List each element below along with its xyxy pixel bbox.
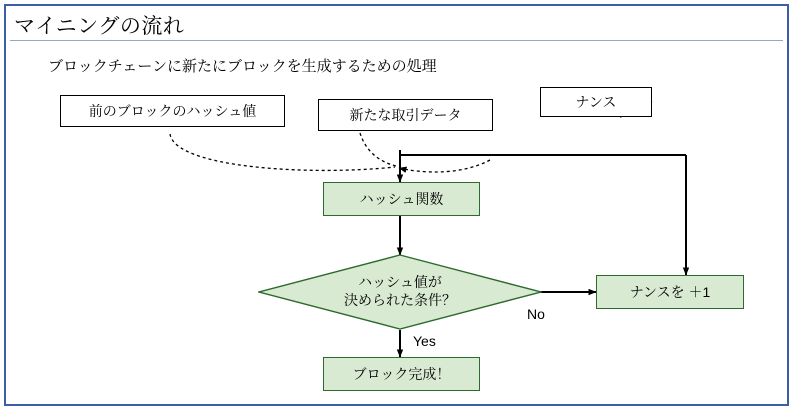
node-prev-block-hash-label: 前のブロックのハッシュ値	[88, 103, 257, 119]
node-decision-label-line1: ハッシュ値が	[358, 274, 442, 290]
node-new-transaction-data[interactable]	[318, 99, 493, 131]
edge-label-yes: Yes	[413, 333, 436, 349]
node-nonce-increment-label: ナンスを ＋1	[629, 284, 711, 300]
node-nonce-label: ナンス	[575, 94, 617, 110]
node-hash-function-label: ハッシュ関数	[359, 191, 444, 207]
node-block-complete[interactable]	[323, 357, 480, 391]
title-divider	[10, 40, 783, 41]
node-decision-label-line2: 決められた条件？	[344, 292, 456, 308]
node-decision[interactable]	[258, 254, 542, 330]
node-hash-function[interactable]	[323, 182, 480, 216]
page-subtitle: ブロックチェーンに新たにブロックを生成するための処理	[48, 58, 437, 75]
page-title: マイニングの流れ	[14, 15, 185, 38]
node-new-transaction-data-label: 新たな取引データ	[349, 107, 462, 123]
decision-shape	[258, 254, 542, 330]
node-prev-block-hash[interactable]	[60, 95, 285, 127]
node-nonce[interactable]	[540, 87, 652, 117]
node-nonce-increment[interactable]	[596, 275, 744, 309]
edge-label-no: No	[527, 306, 545, 322]
node-block-complete-label: ブロック完成！	[352, 366, 451, 382]
